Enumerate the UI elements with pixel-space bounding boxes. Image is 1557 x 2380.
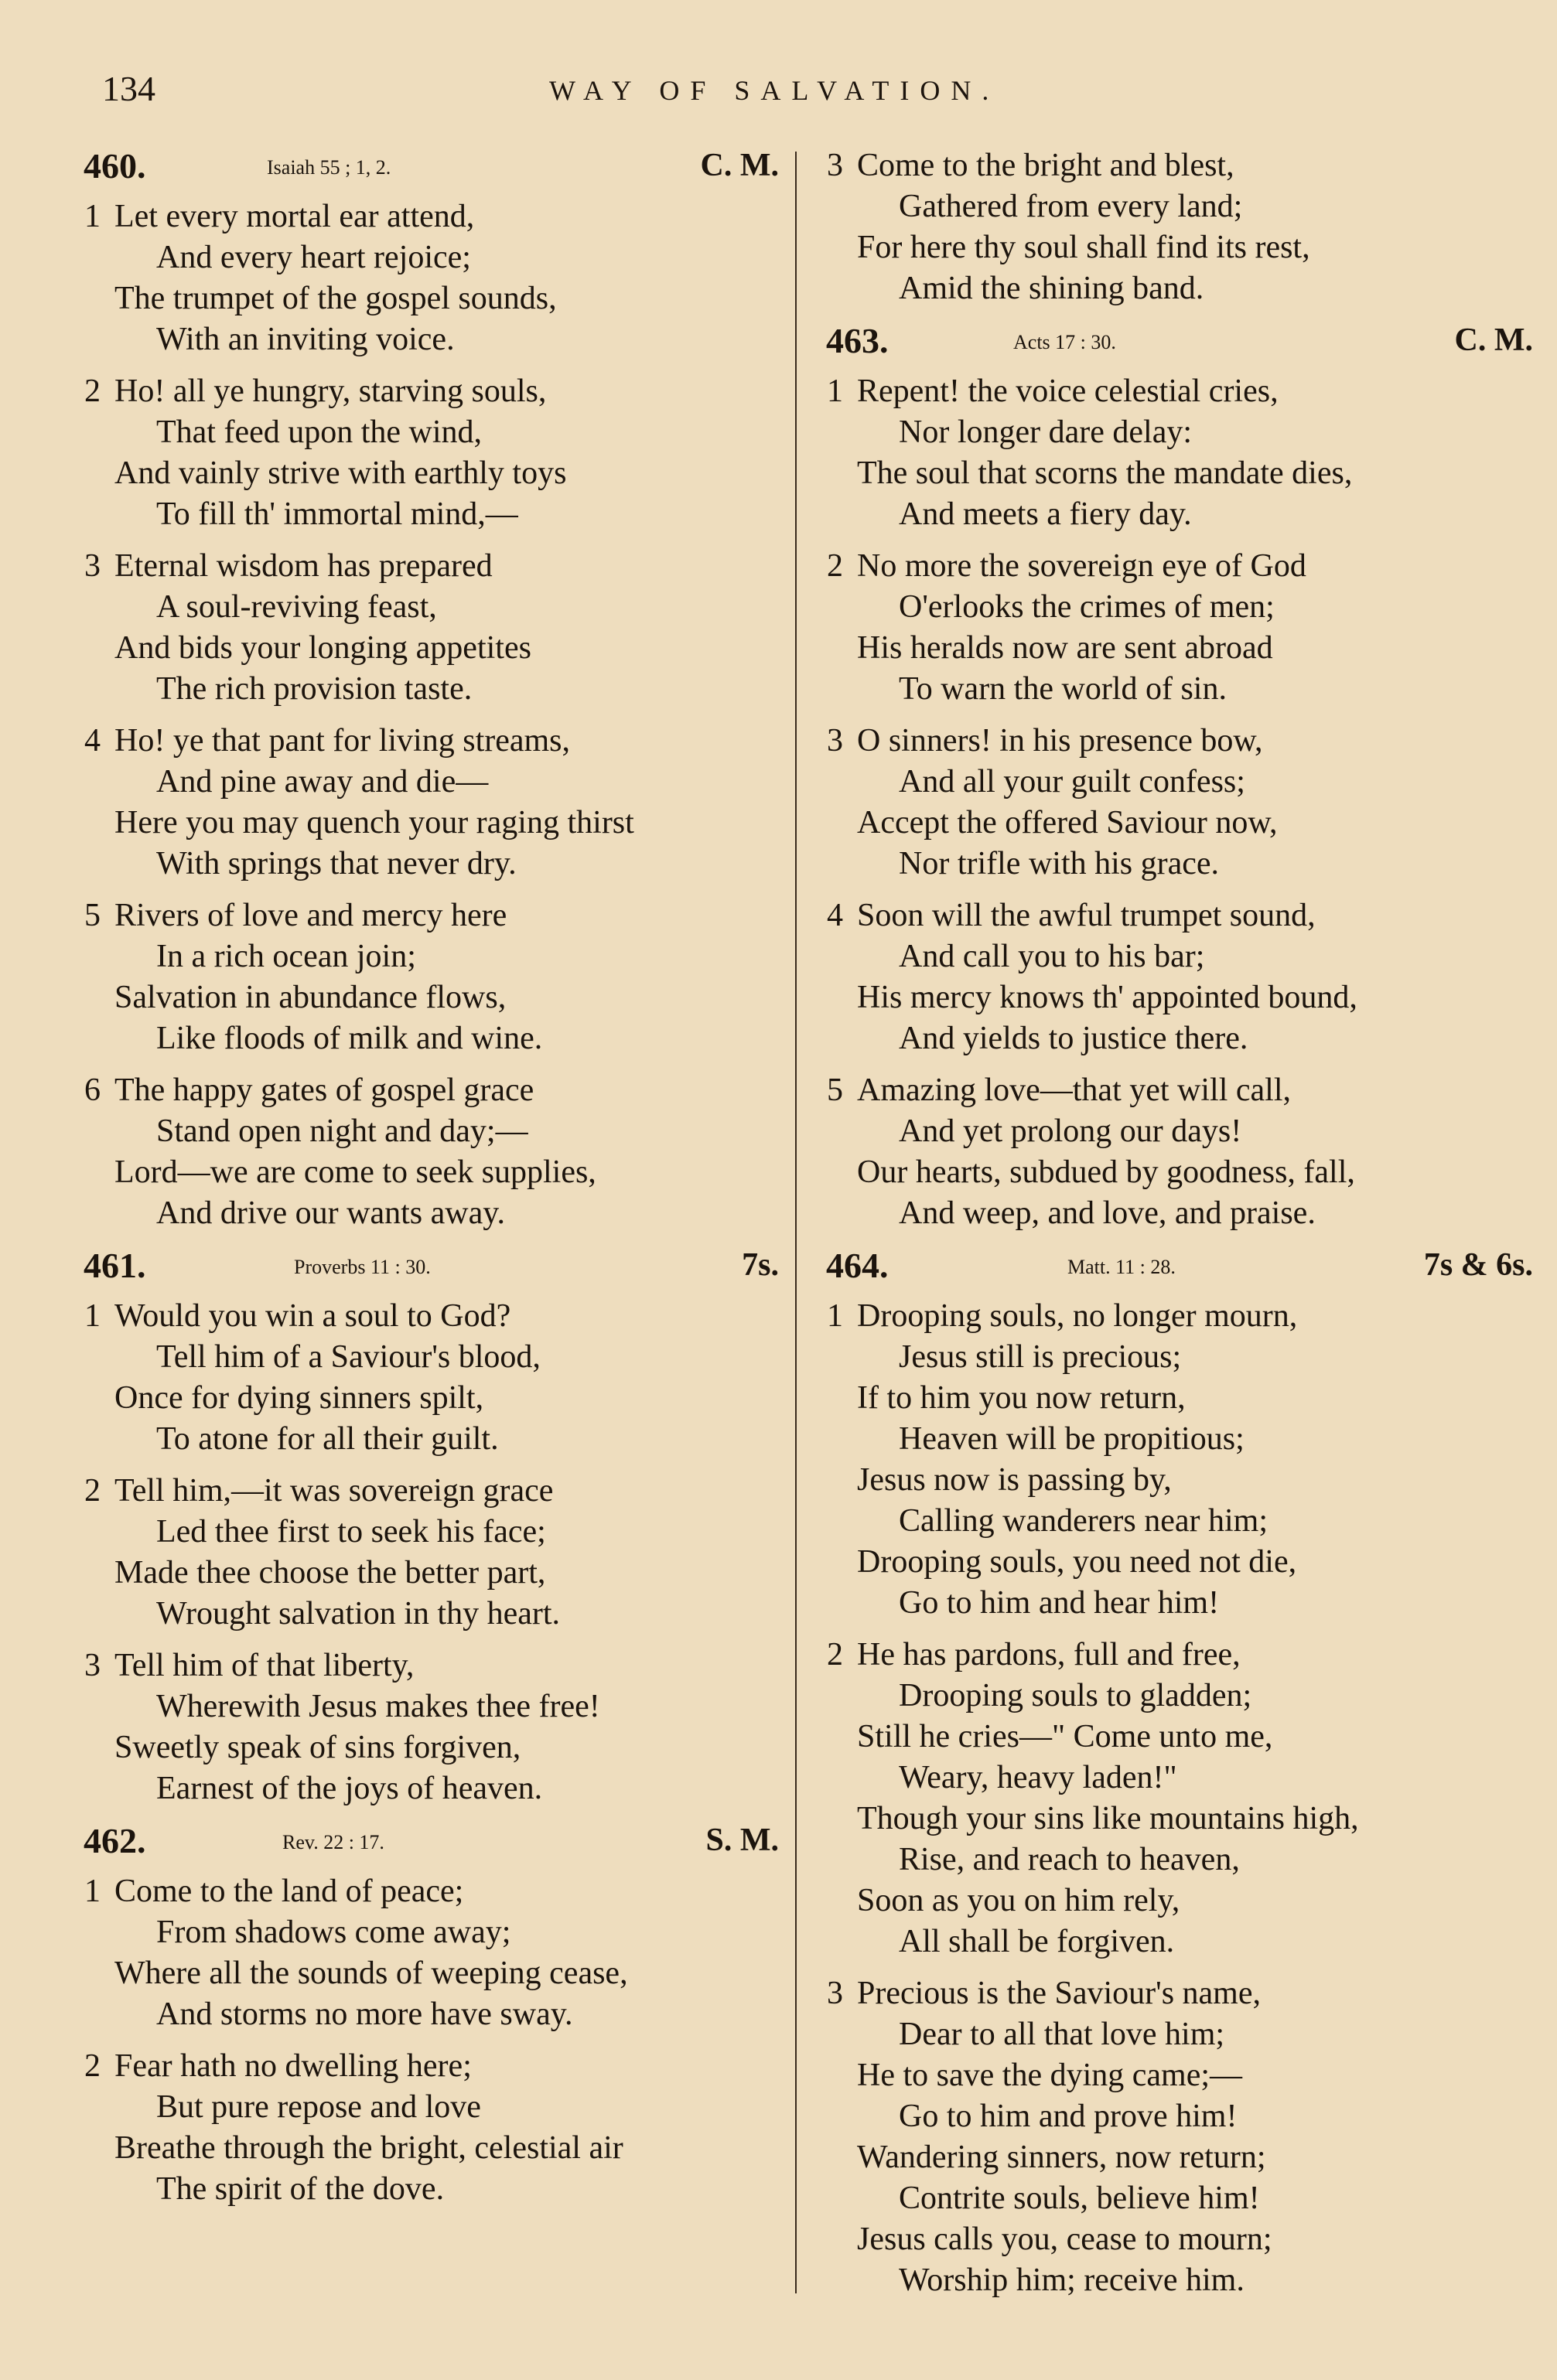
verse-line: Soon will the awful trumpet sound, bbox=[857, 898, 1316, 933]
verse-line: A soul-reviving feast, bbox=[156, 589, 437, 625]
hymn-heading bbox=[804, 320, 1539, 371]
verse bbox=[804, 1973, 1539, 2301]
verse-line: O'erlooks the crimes of men; bbox=[899, 589, 1275, 625]
verse-line: Still he cries—" Come unto me, bbox=[857, 1719, 1273, 1754]
verse-line: Drooping souls, no longer mourn, bbox=[857, 1298, 1298, 1334]
verse-line: Calling wanderers near him; bbox=[899, 1503, 1268, 1539]
scripture-reference: Isaiah 55 ; 1, 2. bbox=[267, 156, 391, 179]
scripture-reference: Matt. 11 : 28. bbox=[1067, 1256, 1176, 1278]
page-number: 134 bbox=[102, 69, 155, 108]
hymn-number: 464. bbox=[826, 1246, 889, 1285]
verse-line: The spirit of the dove. bbox=[156, 2171, 445, 2207]
hymn-heading bbox=[62, 1820, 785, 1871]
verse-line: And storms no more have sway. bbox=[156, 1996, 573, 2032]
verse-line: Tell him,—it was sovereign grace bbox=[114, 1473, 554, 1509]
verse-line: The trumpet of the gospel sounds, bbox=[114, 281, 557, 316]
page-header bbox=[0, 68, 1557, 114]
verse-line: And every heart rejoice; bbox=[156, 240, 471, 275]
verse-line: Precious is the Saviour's name, bbox=[857, 1976, 1261, 2011]
verse bbox=[804, 145, 1539, 309]
verse bbox=[62, 895, 785, 1059]
hymn-meter: S. M. bbox=[705, 1823, 779, 1858]
verse bbox=[62, 371, 785, 535]
verse-line: Here you may quench your raging thirst bbox=[114, 805, 634, 841]
verse-line: That feed upon the wind, bbox=[156, 414, 483, 450]
hymn bbox=[62, 145, 785, 1234]
verse-line: O sinners! in his presence bow, bbox=[857, 723, 1263, 759]
verse-line: And vainly strive with earthly toys bbox=[114, 455, 567, 491]
verse-line: Come to the bright and blest, bbox=[857, 148, 1234, 183]
verse-line: Accept the offered Saviour now, bbox=[857, 805, 1278, 841]
verse-line: Once for dying sinners spilt, bbox=[114, 1380, 484, 1416]
verse-line: To warn the world of sin. bbox=[899, 671, 1227, 707]
verse-line: Repent! the voice celestial cries, bbox=[857, 373, 1279, 409]
verse bbox=[62, 721, 785, 885]
verse-number: 5 bbox=[827, 1072, 843, 1108]
verse-line: Rivers of love and mercy here bbox=[114, 898, 507, 933]
verse-line: Amid the shining band. bbox=[899, 271, 1204, 306]
verse bbox=[62, 2046, 785, 2210]
verse-number: 2 bbox=[827, 1637, 843, 1672]
hymn bbox=[62, 1245, 785, 1809]
hymn-number: 461. bbox=[84, 1246, 146, 1285]
verse-line: All shall be forgiven. bbox=[899, 1924, 1175, 1959]
verse bbox=[804, 371, 1539, 535]
verse-line: Fear hath no dwelling here; bbox=[114, 2048, 472, 2084]
verse-line: Like floods of milk and wine. bbox=[156, 1021, 543, 1056]
verse-line: And pine away and die— bbox=[156, 764, 489, 800]
verse-line: Sweetly speak of sins forgiven, bbox=[114, 1730, 521, 1765]
verse-line: Salvation in abundance flows, bbox=[114, 980, 507, 1015]
verse-line: Go to him and hear him! bbox=[899, 1585, 1220, 1621]
scripture-reference: Proverbs 11 : 30. bbox=[294, 1256, 431, 1278]
verse-line: Tell him of that liberty, bbox=[114, 1648, 415, 1683]
verse-line: And drive our wants away. bbox=[156, 1195, 505, 1231]
verse-number: 3 bbox=[827, 1976, 843, 2011]
hymn-heading bbox=[804, 1245, 1539, 1296]
verse-line: And call you to his bar; bbox=[899, 939, 1205, 974]
verse-line: Go to him and prove him! bbox=[899, 2099, 1238, 2134]
scripture-reference: Acts 17 : 30. bbox=[1013, 331, 1116, 353]
verse-line: Jesus still is precious; bbox=[899, 1339, 1182, 1375]
verse-line: Come to the land of peace; bbox=[114, 1874, 464, 1909]
left-column bbox=[62, 145, 785, 2221]
verse-line: For here thy soul shall find its rest, bbox=[857, 230, 1310, 265]
verse-number: 4 bbox=[84, 723, 101, 759]
hymn-number: 463. bbox=[826, 321, 889, 360]
verse-number: 3 bbox=[84, 1648, 101, 1683]
verse-line: Soon as you on him rely, bbox=[857, 1883, 1180, 1918]
verse-line: And meets a fiery day. bbox=[899, 496, 1192, 532]
verse bbox=[804, 1296, 1539, 1624]
verse bbox=[804, 1635, 1539, 1962]
hymn-heading bbox=[62, 1245, 785, 1296]
verse-line: No more the sovereign eye of God bbox=[857, 548, 1306, 584]
verse-number: 1 bbox=[84, 199, 101, 234]
hymn bbox=[804, 145, 1539, 309]
verse-line: With springs that never dry. bbox=[156, 846, 517, 881]
verse bbox=[804, 895, 1539, 1059]
verse-number: 5 bbox=[84, 898, 101, 933]
scripture-reference: Rev. 22 : 17. bbox=[282, 1831, 384, 1853]
verse-line: He has pardons, full and free, bbox=[857, 1637, 1241, 1672]
verse-line: Ho! ye that pant for living streams, bbox=[114, 723, 571, 759]
verse-line: Jesus calls you, cease to mourn; bbox=[857, 2221, 1272, 2257]
verse-line: Drooping souls, you need not die, bbox=[857, 1544, 1297, 1580]
verse-line: Made thee choose the better part, bbox=[114, 1555, 546, 1591]
hymn-meter: C. M. bbox=[700, 148, 779, 183]
verse-line: Would you win a soul to God? bbox=[114, 1298, 511, 1334]
verse-line: Heaven will be propitious; bbox=[899, 1421, 1245, 1457]
verse-line: The soul that scorns the mandate dies, bbox=[857, 455, 1353, 491]
right-column bbox=[804, 145, 1539, 2312]
verse bbox=[804, 546, 1539, 710]
verse bbox=[62, 1296, 785, 1460]
verse-number: 4 bbox=[827, 898, 843, 933]
column-divider bbox=[795, 152, 797, 2293]
hymn-meter: 7s. bbox=[742, 1247, 779, 1283]
verse bbox=[804, 1070, 1539, 1234]
verse-line: Rise, and reach to heaven, bbox=[899, 1842, 1240, 1877]
verse-line: Though your sins like mountains high, bbox=[857, 1801, 1359, 1836]
verse-number: 2 bbox=[827, 548, 843, 584]
hymn-number: 462. bbox=[84, 1821, 146, 1860]
verse-line: And weep, and love, and praise. bbox=[899, 1195, 1316, 1231]
verse-line: His mercy knows th' appointed bound, bbox=[857, 980, 1357, 1015]
verse-line: Where all the sounds of weeping cease, bbox=[114, 1955, 628, 1991]
verse bbox=[62, 1871, 785, 2035]
hymn-meter: C. M. bbox=[1454, 322, 1533, 358]
verse-number: 1 bbox=[84, 1298, 101, 1334]
hymn bbox=[804, 320, 1539, 1234]
verse-line: Wandering sinners, now return; bbox=[857, 2140, 1266, 2175]
verse-line: Lord—we are come to seek supplies, bbox=[114, 1154, 596, 1190]
verse-line: Stand open night and day;— bbox=[156, 1113, 528, 1149]
verse-line: Wrought salvation in thy heart. bbox=[156, 1596, 561, 1632]
verse-line: Contrite souls, believe him! bbox=[899, 2181, 1260, 2216]
verse-line: And yet prolong our days! bbox=[899, 1113, 1242, 1149]
verse-line: Wherewith Jesus makes thee free! bbox=[156, 1689, 600, 1724]
verse-line: Earnest of the joys of heaven. bbox=[156, 1771, 543, 1806]
verse-line: To fill th' immortal mind,— bbox=[156, 496, 518, 532]
verse-line: Gathered from every land; bbox=[899, 189, 1243, 224]
verse-line: To atone for all their guilt. bbox=[156, 1421, 499, 1457]
hymn bbox=[62, 1820, 785, 2210]
verse-number: 2 bbox=[84, 1473, 101, 1509]
verse-line: Weary, heavy laden!" bbox=[899, 1760, 1177, 1795]
verse-line: Amazing love—that yet will call, bbox=[857, 1072, 1292, 1108]
verse-number: 6 bbox=[84, 1072, 101, 1108]
verse bbox=[804, 721, 1539, 885]
verse bbox=[62, 1645, 785, 1809]
verse-number: 2 bbox=[84, 373, 101, 409]
verse-line: The happy gates of gospel grace bbox=[114, 1072, 534, 1108]
verse bbox=[62, 196, 785, 360]
verse-line: And all your guilt confess; bbox=[899, 764, 1245, 800]
verse-number: 2 bbox=[84, 2048, 101, 2084]
verse-line: Drooping souls to gladden; bbox=[899, 1678, 1252, 1713]
verse-line: Tell him of a Saviour's blood, bbox=[156, 1339, 541, 1375]
verse-line: And bids your longing appetites bbox=[114, 630, 531, 666]
verse-line: Dear to all that love him; bbox=[899, 2017, 1225, 2052]
verse-line: Eternal wisdom has prepared bbox=[114, 548, 493, 584]
verse-line: From shadows come away; bbox=[156, 1915, 511, 1950]
verse-line: Ho! all ye hungry, starving souls, bbox=[114, 373, 547, 409]
hymn-meter: 7s & 6s. bbox=[1423, 1247, 1533, 1283]
verse bbox=[62, 546, 785, 710]
verse-line: Worship him; receive him. bbox=[899, 2262, 1245, 2298]
verse-line: Jesus now is passing by, bbox=[857, 1462, 1172, 1498]
verse-line: Our hearts, subdued by goodness, fall, bbox=[857, 1154, 1355, 1190]
verse-line: Let every mortal ear attend, bbox=[114, 199, 475, 234]
hymn-heading bbox=[62, 145, 785, 196]
verse-number: 3 bbox=[827, 723, 843, 759]
verse-line: Nor trifle with his grace. bbox=[899, 846, 1220, 881]
verse-number: 1 bbox=[827, 1298, 843, 1334]
verse-line: He to save the dying came;— bbox=[857, 2058, 1243, 2093]
verse-line: In a rich ocean join; bbox=[156, 939, 416, 974]
verse-line: The rich provision taste. bbox=[156, 671, 473, 707]
verse-line: And yields to justice there. bbox=[899, 1021, 1248, 1056]
verse-number: 1 bbox=[84, 1874, 101, 1909]
verse-number: 1 bbox=[827, 373, 843, 409]
verse-line: Breathe through the bright, celestial air bbox=[114, 2130, 623, 2166]
verse bbox=[62, 1471, 785, 1635]
verse-line: His heralds now are sent abroad bbox=[857, 630, 1273, 666]
verse-line: Led thee first to seek his face; bbox=[156, 1514, 546, 1550]
verse-line: Nor longer dare delay: bbox=[899, 414, 1193, 450]
verse bbox=[62, 1070, 785, 1234]
running-title: WAY OF SALVATION. bbox=[549, 75, 1000, 106]
verse-number: 3 bbox=[84, 548, 101, 584]
verse-line: If to him you now return, bbox=[857, 1380, 1186, 1416]
verse-line: But pure repose and love bbox=[156, 2089, 481, 2125]
verse-number: 3 bbox=[827, 148, 843, 183]
verse-line: With an inviting voice. bbox=[156, 322, 455, 357]
hymn-number: 460. bbox=[84, 146, 146, 186]
hymn bbox=[804, 1245, 1539, 2301]
